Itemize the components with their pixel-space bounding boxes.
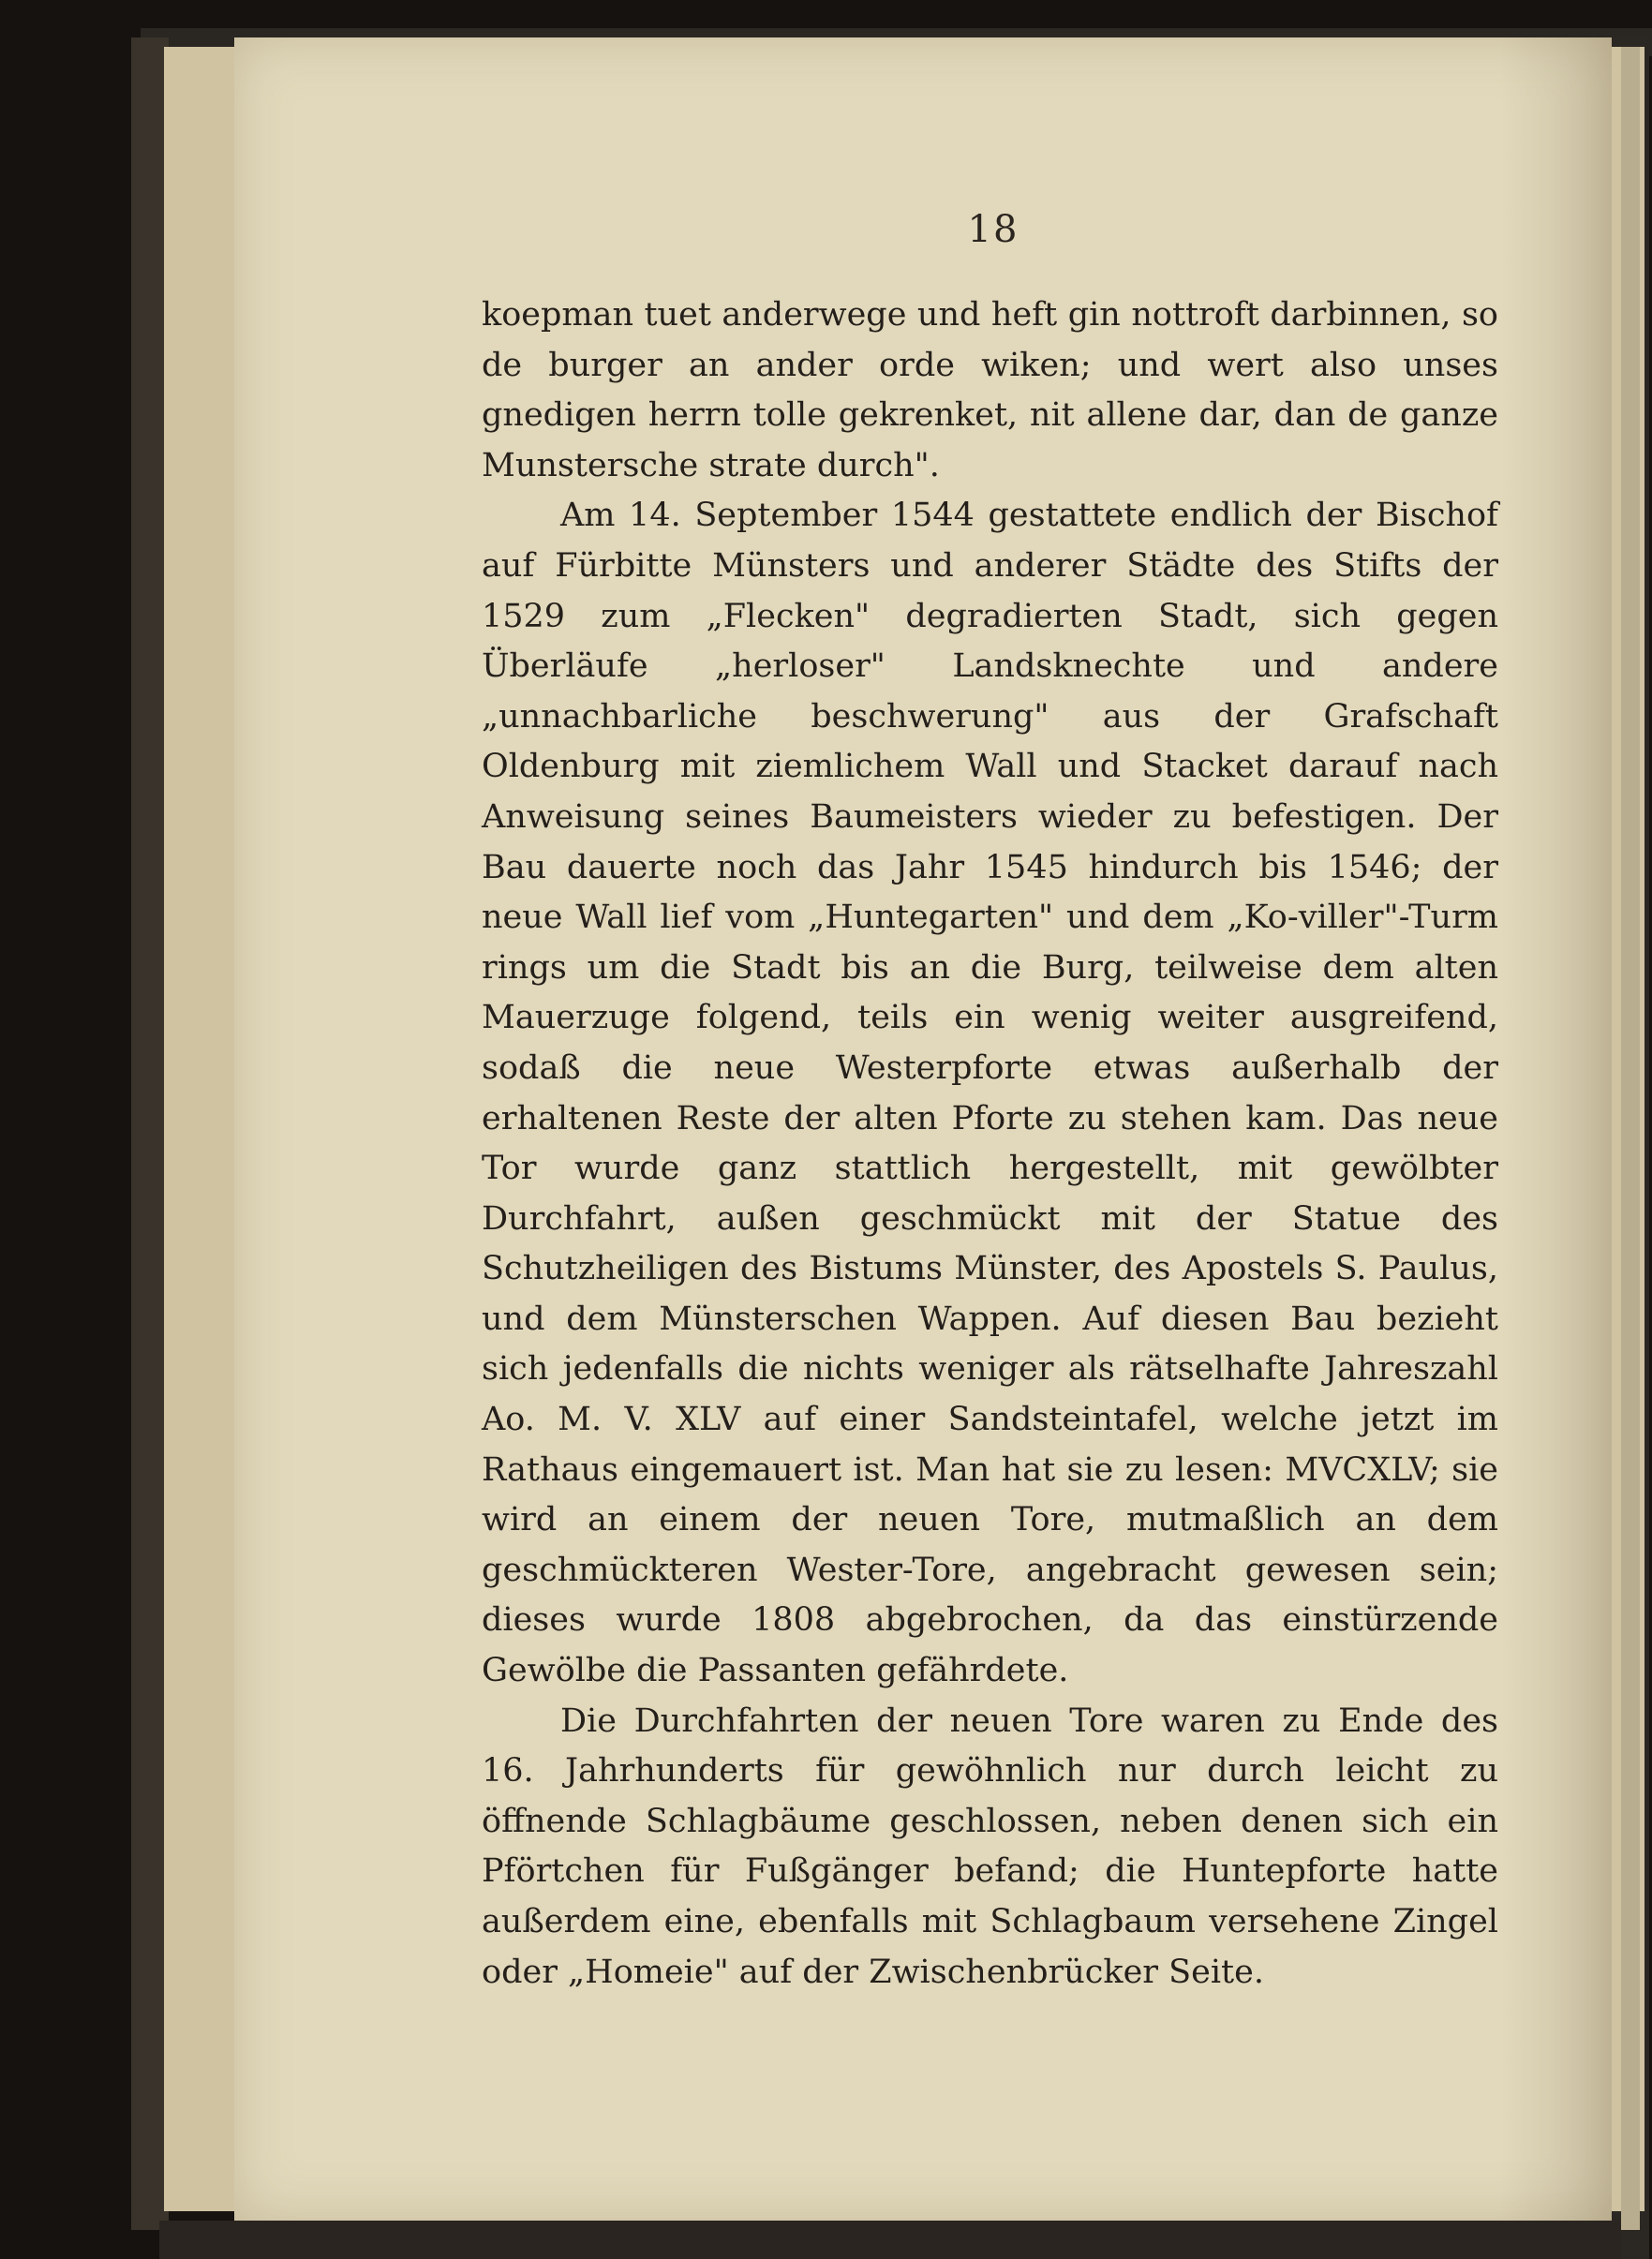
paragraph-2: Am 14. September 1544 gestattete endlich der Bischof auf Fürbitte Münsters und anderer Städte des Stifts der 1529 zum „Flecken" degradierten Stadt, sich gegen Überläufe „herloser" Landsknechte und andere „unnachbarliche beschwerung" aus der Grafschaft Oldenburg mit ziemlichem Wall und Stacket darauf nach Anweisung seines Baumeisters wieder zu befestigen. Der Bau dauerte noch das Jahr 1545 hindurch bis 1546; der neue Wall lief vom „Huntegarten" und dem „Ko-viller"-Turm rings um die Stadt bis an die Burg, teilweise dem alten Mauerzuge folgend, teils ein wenig weiter ausgreifend, sodaß die neue Westerpforte etwas außerhalb der erhaltenen Reste der alten Pforte zu stehen kam. Das neue Tor wurde ganz stattlich hergestellt, mit gewölbter Durchfahrt, außen geschmückt mit der Statue des Schutzheiligen des Bistums Münster, des Apostels S. Paulus, und dem Münsterschen Wappen. Auf diesen Bau bezieht sich jedenfalls die nichts weniger als rätselhafte Jahreszahl Ao. M. V. XLV auf einer Sandsteintafel, welche jetzt im Rathaus eingemauert ist. Man hat sie zu lesen: MVCXLV; sie wird an einem der neuen Tore, mutmaßlich an dem geschmückteren Wester-Tore, angebracht gewesen sein; dieses wurde 1808 abgebrochen, da das einstürzende Gewölbe die Passanten gefährdete.: [482, 497, 1498, 1690]
paragraph-3: Die Durchfahrten der neuen Tore waren zu Ende des 16. Jahrhunderts für gewöhnlich nur durch leicht zu öffnende Schlagbäume geschlossen, neben denen sich ein Pförtchen für Fußgänger befand; die Huntepforte hatte außerdem eine, ebenfalls mit Schlagbaum versehene Zingel oder „Homeie" auf der Zwischenbrücker Seite.: [482, 1702, 1498, 1991]
page-gutter-shadow: [1499, 37, 1612, 2221]
page-edge-stack: [1621, 47, 1640, 2230]
paragraph-1: koepman tuet anderwege und heft gin nottroft darbinnen, so de burger an ander orde wiken; und wert also unses gnedigen herrn tolle gekrenket, nit allene dar, dan de ganze Munstersche strate durch".: [482, 296, 1498, 484]
book-cover-bottom-edge: [159, 2221, 1621, 2259]
book-cover-left-edge: [131, 37, 169, 2230]
body-text: [482, 290, 1498, 1998]
page-number: 18: [967, 208, 1019, 251]
